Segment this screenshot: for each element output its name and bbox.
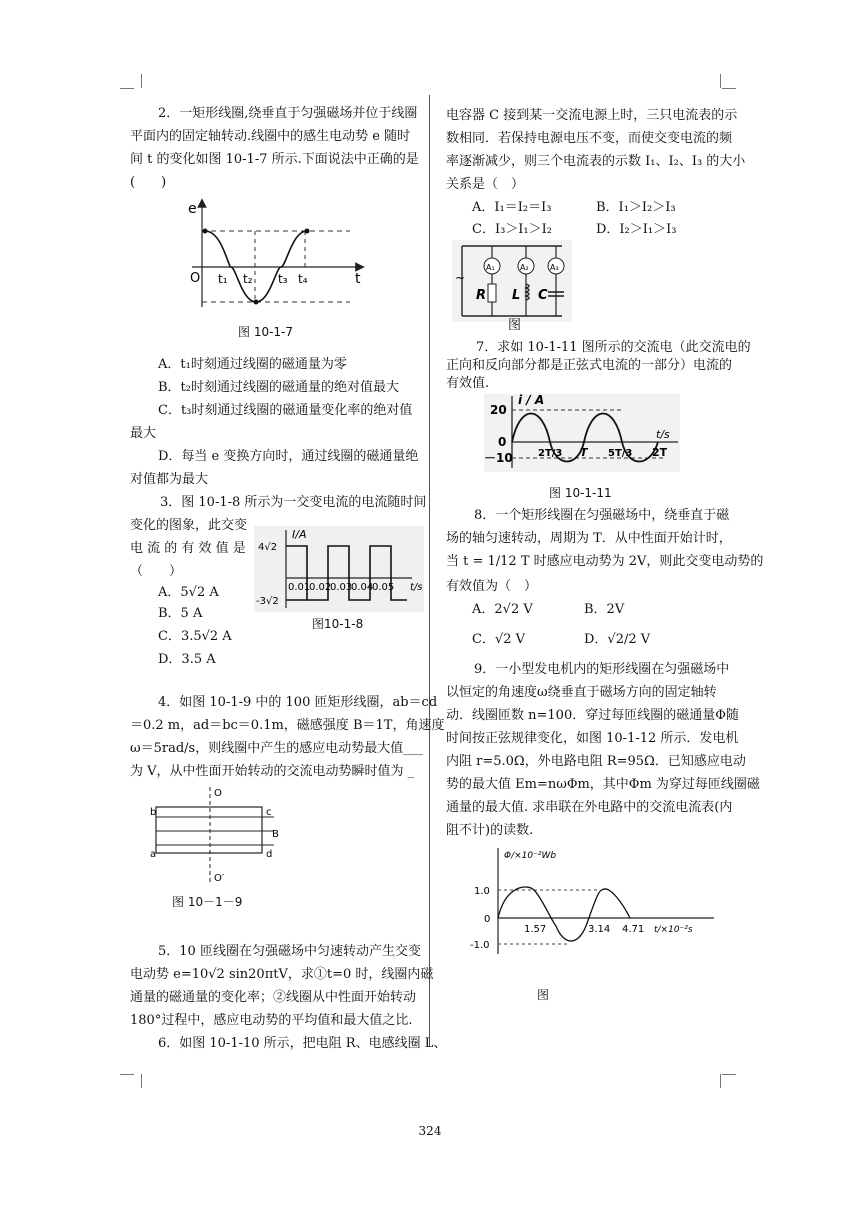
figure-caption: 图 10－1－9 bbox=[172, 895, 243, 909]
q9-line: 时间按正弦规律变化，如图 10-1-12 所示．发电机 bbox=[446, 731, 739, 746]
crop-mark bbox=[120, 1074, 134, 1075]
crop-mark bbox=[720, 74, 721, 88]
figure-caption: 图 10-1-7 bbox=[238, 325, 294, 339]
tick-label: t₃ bbox=[278, 272, 288, 286]
q2-option: 对值都为最大 bbox=[130, 472, 209, 487]
i-axis-label: i / A bbox=[518, 394, 545, 407]
q9-line: 内阻 r=5.0Ω，外电路电阻 R=95Ω．已知感应电动 bbox=[446, 754, 746, 769]
y-top-label: 4√2 bbox=[258, 542, 278, 553]
tick-label: 0.03 bbox=[330, 582, 353, 593]
crop-mark bbox=[722, 88, 736, 89]
tick-label: t₄ bbox=[298, 272, 308, 286]
q2-line: ( ) bbox=[130, 175, 167, 190]
ammeter-A3: A₃ bbox=[550, 263, 559, 272]
q7-line: 7．求如 10-1-11 图所示的交流电（此交流电的 bbox=[476, 340, 751, 355]
q2-option: C．t₃时刻通过线圈的磁通量变化率的绝对值 bbox=[158, 403, 413, 418]
y-bottom-label: -1.0 bbox=[470, 940, 490, 951]
figure-caption: 图 10-1-11 bbox=[549, 486, 612, 500]
label-C: C bbox=[538, 288, 548, 303]
figure-10-1-11 bbox=[484, 394, 680, 472]
tick-label: 0.01 bbox=[288, 582, 311, 593]
q9-line: 9．一小型发电机内的矩形线圈在匀强磁场中 bbox=[474, 662, 730, 677]
q3-option: A．5√2 A bbox=[158, 585, 219, 600]
q2-option: 最大 bbox=[130, 426, 157, 441]
q3-line: （ ） bbox=[130, 564, 183, 579]
figure-10-1-10-circuit bbox=[452, 240, 572, 322]
y-top-label: 20 bbox=[490, 403, 507, 417]
q3-option: D．3.5 A bbox=[158, 652, 216, 667]
q8-line: 当 t = 1/12 T 时感应电动势为 2V，则此交变电动势的 bbox=[446, 554, 764, 569]
phi-axis-label: Φ/×10⁻²Wb bbox=[504, 851, 557, 861]
q8-option: C．√2 V bbox=[472, 632, 526, 647]
q3-line: 变化的图象，此交变 bbox=[130, 518, 248, 533]
label-a: a bbox=[150, 849, 157, 860]
q6-option: B．I₁＞I₂＞I₃ bbox=[596, 200, 676, 215]
ammeter-A2: A₂ bbox=[520, 263, 529, 272]
tick-label: 5T/3 bbox=[608, 448, 633, 459]
q6-line: 率逐渐减少，则三个电流表的示数 I₁、I₂、I₃ 的大小 bbox=[446, 154, 746, 169]
crop-mark bbox=[141, 74, 142, 88]
q2-line: 2．一矩形线圈,绕垂直于匀强磁场并位于线圈 bbox=[158, 106, 418, 121]
crop-mark bbox=[720, 1074, 721, 1088]
q8-line: 场的轴匀速转动，周期为 T．从中性面开始计时， bbox=[446, 531, 732, 546]
y-bottom-label: -3√2 bbox=[256, 596, 279, 607]
label-O: O bbox=[214, 788, 222, 799]
q2-option: B．t₂时刻通过线圈的磁通量的绝对值最大 bbox=[158, 380, 399, 395]
q5-line: 180°过程中，感应电动势的平均值和最大值之比. bbox=[130, 1013, 413, 1028]
q3-line: 电 流 的 有 效 值 是 bbox=[130, 541, 246, 556]
q4-line: ω＝5rad/s，则线圈中产生的感应电动势最大值___ bbox=[130, 741, 423, 756]
q9-line: 势的最大值 Em=nωΦm，其中Φm 为穿过每匝线圈磁 bbox=[446, 777, 760, 792]
origin-label: O bbox=[190, 271, 201, 286]
q6-line: 电容器 C 接到某一交流电源上时，三只电流表的示 bbox=[446, 108, 738, 123]
tick-label: t₁ bbox=[218, 272, 228, 286]
y-top-label: 1.0 bbox=[474, 886, 490, 897]
q8-line: 8．一个矩形线圈在匀强磁场中，绕垂直于磁 bbox=[474, 508, 730, 523]
label-R: R bbox=[476, 288, 487, 303]
crop-mark bbox=[141, 1074, 142, 1088]
figure-10-1-9 bbox=[146, 785, 286, 885]
figure-caption: 图10-1-8 bbox=[312, 617, 364, 631]
q6-option: C．I₃＞I₁＞I₂ bbox=[472, 222, 552, 237]
crop-mark bbox=[722, 1074, 736, 1075]
tick-label: 2T bbox=[652, 446, 668, 459]
q6-line: 关系是（ ） bbox=[446, 177, 525, 192]
tick-label: 0.04 bbox=[351, 582, 374, 593]
t-axis-label: t bbox=[355, 271, 361, 287]
q8-option: D．√2/2 V bbox=[584, 632, 651, 647]
tick-label: 4.71 bbox=[622, 924, 645, 935]
q4-line: ＝0.2 m，ad＝bc＝0.1m，磁感强度 B＝1T，角速度 bbox=[130, 718, 445, 733]
q6-option: D．I₂＞I₁＞I₃ bbox=[596, 222, 677, 237]
q8-line: 有效值为（ ） bbox=[446, 579, 538, 594]
tick-label: 1.57 bbox=[524, 924, 547, 935]
q8-option: B．2V bbox=[584, 602, 625, 617]
tick-label: T bbox=[580, 446, 588, 459]
y-zero-label: 0 bbox=[498, 435, 507, 449]
tick-label: t₂ bbox=[243, 272, 253, 286]
figure-10-1-8 bbox=[254, 526, 424, 612]
column-divider bbox=[429, 95, 430, 1047]
q6-first-line: 6．如图 10-1-10 所示，把电阻 R、电感线圈 L、 bbox=[158, 1036, 447, 1051]
q7-line: 正向和反向部分都是正弦式电流的一部分）电流的 bbox=[446, 358, 733, 373]
q8-option: A．2√2 V bbox=[472, 602, 533, 617]
label-L: L bbox=[512, 288, 521, 303]
q7-line: 有效值. bbox=[446, 376, 490, 391]
tick-label: 2T/3 bbox=[538, 448, 563, 459]
tick-label: 0.02 bbox=[309, 582, 332, 593]
q3-option: B．5 A bbox=[158, 606, 203, 621]
q9-line: 以恒定的角速度ω绕垂直于磁场方向的固定轴转 bbox=[446, 685, 717, 700]
q3-line: 3．图 10-1-8 所示为一交变电流的电流随时间 bbox=[160, 495, 427, 510]
q2-option: A．t₁时刻通过线圈的磁通量为零 bbox=[158, 357, 347, 372]
ac-source-symbol: ~ bbox=[455, 271, 466, 285]
q5-line: 5．10 匝线圈在匀强磁场中匀速转动产生交变 bbox=[158, 944, 421, 959]
q2-line: 间 t 的变化如图 10-1-7 所示.下面说法中正确的是 bbox=[130, 152, 419, 167]
q5-line: 通量的磁通量的变化率；②线圈从中性面开始转动 bbox=[130, 990, 417, 1005]
crop-mark bbox=[120, 88, 134, 89]
y-zero-label: 0 bbox=[484, 914, 491, 925]
q2-line: 平面内的固定轴转动.线圈中的感生电动势 e 随时 bbox=[130, 129, 411, 144]
i-axis-label: I/A bbox=[292, 528, 307, 541]
t-axis-label: t/×10⁻²s bbox=[654, 925, 693, 935]
q2-option: D．每当 e 变换方向时，通过线圈的磁通量绝 bbox=[158, 449, 419, 464]
figure-caption: 图 bbox=[508, 318, 522, 333]
label-d: d bbox=[266, 849, 273, 860]
tick-label: 3.14 bbox=[588, 924, 611, 935]
label-B: B bbox=[272, 829, 279, 840]
y-bottom-label: －10 bbox=[484, 451, 513, 465]
q3-option: C．3.5√2 A bbox=[158, 629, 232, 644]
q5-line: 电动势 e=10√2 sin20πtV，求①t=0 时，线圈内磁 bbox=[130, 967, 434, 982]
tick-label: 0.05 bbox=[372, 582, 395, 593]
e-axis-label: e bbox=[188, 201, 197, 217]
t-axis-label: t/s bbox=[410, 582, 423, 593]
q9-line: 通量的最大值. 求串联在外电路中的交流电流表(内 bbox=[446, 800, 733, 815]
q4-line: 4．如图 10-1-9 中的 100 匝矩形线圈，ab＝cd bbox=[158, 695, 438, 710]
q6-line: 数相同．若保持电源电压不变，而使交变电流的频 bbox=[446, 131, 733, 146]
q4-line: 为 V，从中性面开始转动的交流电动势瞬时值为 _ bbox=[130, 764, 415, 779]
figure-caption: 图 bbox=[537, 988, 550, 1002]
q6-option: A．I₁＝I₂＝I₃ bbox=[472, 200, 552, 215]
page-number: 324 bbox=[418, 1124, 442, 1138]
figure-10-1-7 bbox=[180, 197, 370, 315]
q9-line: 动．线圈匝数 n=100．穿过每匝线圈的磁通量Φ随 bbox=[446, 708, 739, 723]
label-b: b bbox=[150, 807, 157, 818]
ammeter-A1: A₁ bbox=[486, 263, 495, 272]
q9-line: 阻不计)的读数. bbox=[446, 823, 534, 838]
t-axis-label: t/s bbox=[656, 428, 670, 441]
label-c: c bbox=[266, 807, 272, 818]
figure-10-1-12 bbox=[470, 846, 716, 958]
label-O-prime: O′ bbox=[214, 873, 225, 884]
